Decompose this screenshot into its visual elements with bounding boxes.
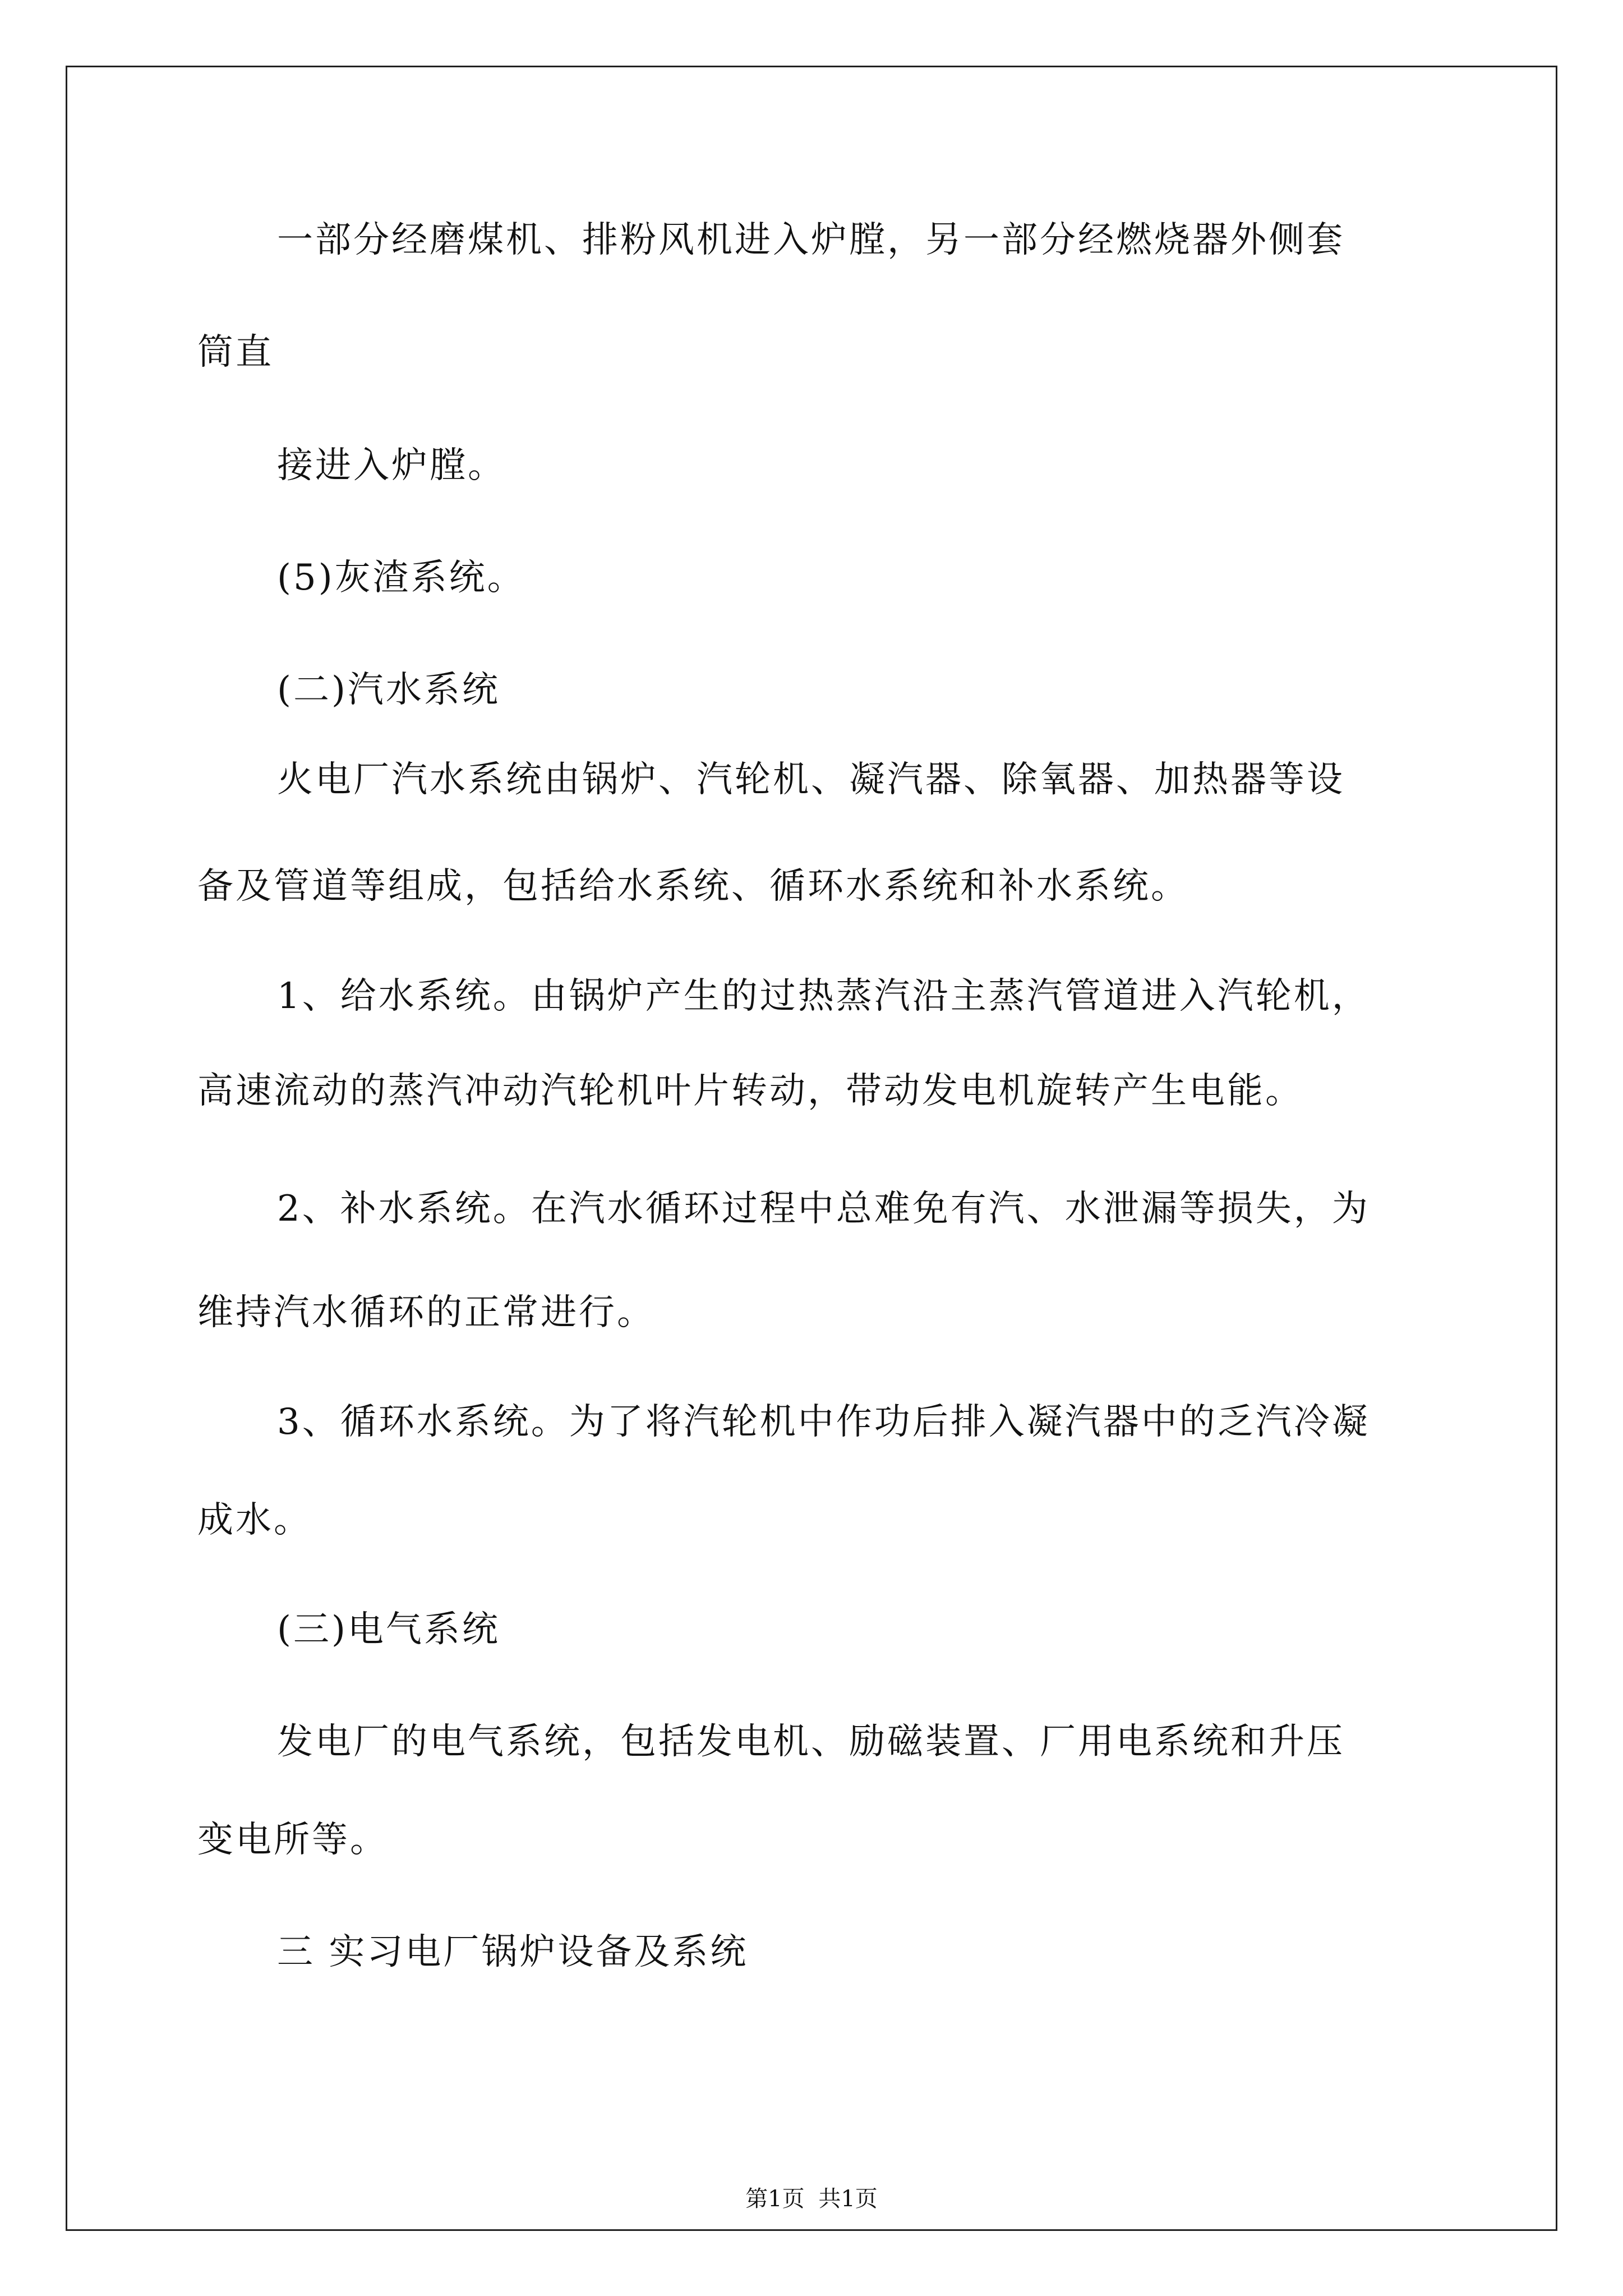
text-line: (5)灰渣系统。 bbox=[277, 557, 525, 599]
text-line: 维持汽水循环的正常进行。 bbox=[197, 1292, 655, 1333]
text-line: 3、循环水系统。为了将汽轮机中作功后排入凝汽器中的乏汽冷凝 bbox=[277, 1401, 1370, 1443]
text-line: 一部分经磨煤机、排粉风机进入炉膛，另一部分经燃烧器外侧套 bbox=[277, 219, 1345, 261]
text-line: 发电厂的电气系统，包括发电机、励磁装置、厂用电系统和升压 bbox=[277, 1721, 1345, 1763]
text-line: 筒直 bbox=[197, 332, 274, 373]
section-heading: 三 实习电厂锅炉设备及系统 bbox=[277, 1931, 749, 1973]
text-line: 1、给水系统。由锅炉产生的过热蒸汽沿主蒸汽管道进入汽轮机， bbox=[277, 976, 1370, 1017]
text-line: 变电所等。 bbox=[197, 1819, 388, 1861]
text-line: 火电厂汽水系统由锅炉、汽轮机、凝汽器、除氧器、加热器等设 bbox=[277, 759, 1345, 800]
text-line: 成水。 bbox=[197, 1499, 312, 1541]
section-heading: (三)电气系统 bbox=[277, 1609, 500, 1650]
text-line: 接进入炉膛。 bbox=[277, 445, 506, 486]
page-total: 共1页 bbox=[818, 2186, 878, 2212]
page-number: 第1页 bbox=[745, 2186, 805, 2212]
page-border bbox=[66, 66, 1557, 2231]
text-line: 高速流动的蒸汽冲动汽轮机叶片转动，带动发电机旋转产生电能。 bbox=[197, 1070, 1303, 1112]
page-footer bbox=[0, 2185, 1623, 2213]
text-line: 备及管道等组成，包括给水系统、循环水系统和补水系统。 bbox=[197, 866, 1189, 907]
text-line: 2、补水系统。在汽水循环过程中总难免有汽、水泄漏等损失，为 bbox=[277, 1188, 1370, 1230]
section-heading: (二)汽水系统 bbox=[277, 669, 500, 711]
